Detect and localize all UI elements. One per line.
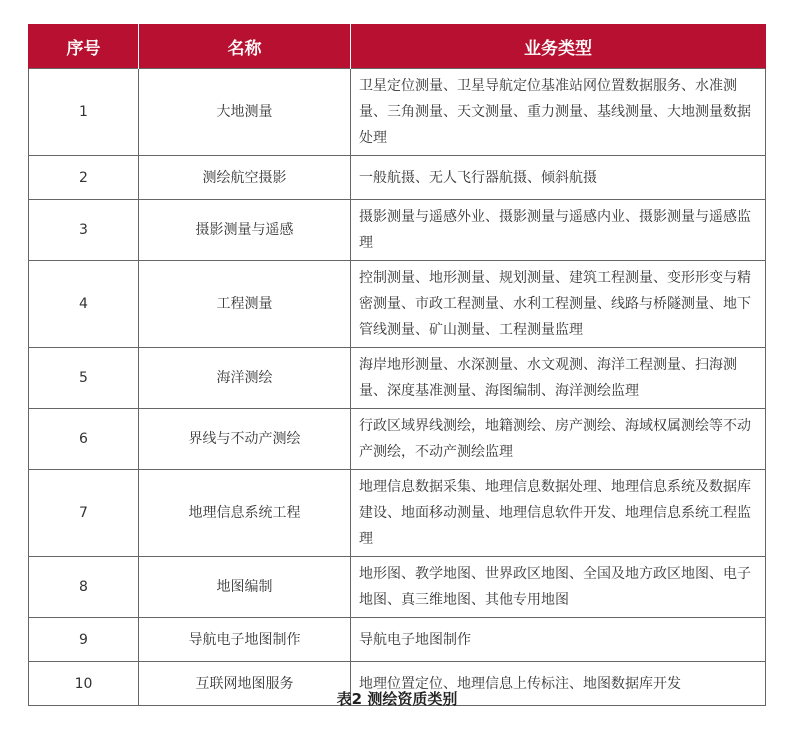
row-business-type: 一般航摄、无人飞行器航摄、倾斜航摄 xyxy=(351,156,766,200)
row-index: 6 xyxy=(29,409,139,470)
row-name: 互联网地图服务 xyxy=(139,662,351,706)
row-business-type: 海岸地形测量、水深测量、水文观测、海洋工程测量、扫海测量、深度基准测量、海图编制、海洋测绘监理 xyxy=(351,348,766,409)
row-name: 导航电子地图制作 xyxy=(139,618,351,662)
row-index: 7 xyxy=(29,470,139,557)
row-name: 工程测量 xyxy=(139,261,351,348)
row-index: 9 xyxy=(29,618,139,662)
row-name: 大地测量 xyxy=(139,69,351,156)
table-row xyxy=(29,69,766,156)
row-index: 8 xyxy=(29,557,139,618)
table-row xyxy=(29,470,766,557)
table-row xyxy=(29,557,766,618)
table-row xyxy=(29,156,766,200)
table-row xyxy=(29,200,766,261)
row-business-type: 行政区域界线测绘，地籍测绘、房产测绘、海域权属测绘等不动产测绘，不动产测绘监理 xyxy=(351,409,766,470)
row-name: 地图编制 xyxy=(139,557,351,618)
qualification-table xyxy=(28,24,766,706)
row-name: 测绘航空摄影 xyxy=(139,156,351,200)
header-business-type: 业务类型 xyxy=(351,24,766,69)
header-index: 序号 xyxy=(29,24,139,69)
row-business-type: 控制测量、地形测量、规划测量、建筑工程测量、变形形变与精密测量、市政工程测量、水利工程测量、线路与桥隧测量、地下管线测量、矿山测量、工程测量监理 xyxy=(351,261,766,348)
table-row xyxy=(29,409,766,470)
row-name: 摄影测量与遥感 xyxy=(139,200,351,261)
row-index: 3 xyxy=(29,200,139,261)
qualification-table-container xyxy=(28,24,765,706)
row-business-type: 地理位置定位、地理信息上传标注、地图数据库开发 xyxy=(351,662,766,706)
row-business-type: 卫星定位测量、卫星导航定位基准站网位置数据服务、水准测量、三角测量、天文测量、重力测量、基线测量、大地测量数据处理 xyxy=(351,69,766,156)
row-business-type: 地理信息数据采集、地理信息数据处理、地理信息系统及数据库建设、地面移动测量、地理信息软件开发、地理信息系统工程监理 xyxy=(351,470,766,557)
row-index: 1 xyxy=(29,69,139,156)
row-index: 10 xyxy=(29,662,139,706)
row-business-type: 地形图、教学地图、世界政区地图、全国及地方政区地图、电子地图、真三维地图、其他专用地图 xyxy=(351,557,766,618)
row-business-type: 导航电子地图制作 xyxy=(351,618,766,662)
row-index: 2 xyxy=(29,156,139,200)
row-name: 海洋测绘 xyxy=(139,348,351,409)
row-name: 地理信息系统工程 xyxy=(139,470,351,557)
table-row xyxy=(29,618,766,662)
header-name: 名称 xyxy=(139,24,351,69)
row-business-type: 摄影测量与遥感外业、摄影测量与遥感内业、摄影测量与遥感监理 xyxy=(351,200,766,261)
row-index: 5 xyxy=(29,348,139,409)
table-row xyxy=(29,348,766,409)
row-index: 4 xyxy=(29,261,139,348)
table-caption: 表2 测绘资质类别 xyxy=(336,690,458,708)
row-name: 界线与不动产测绘 xyxy=(139,409,351,470)
table-row xyxy=(29,261,766,348)
table-header-row xyxy=(29,24,766,69)
